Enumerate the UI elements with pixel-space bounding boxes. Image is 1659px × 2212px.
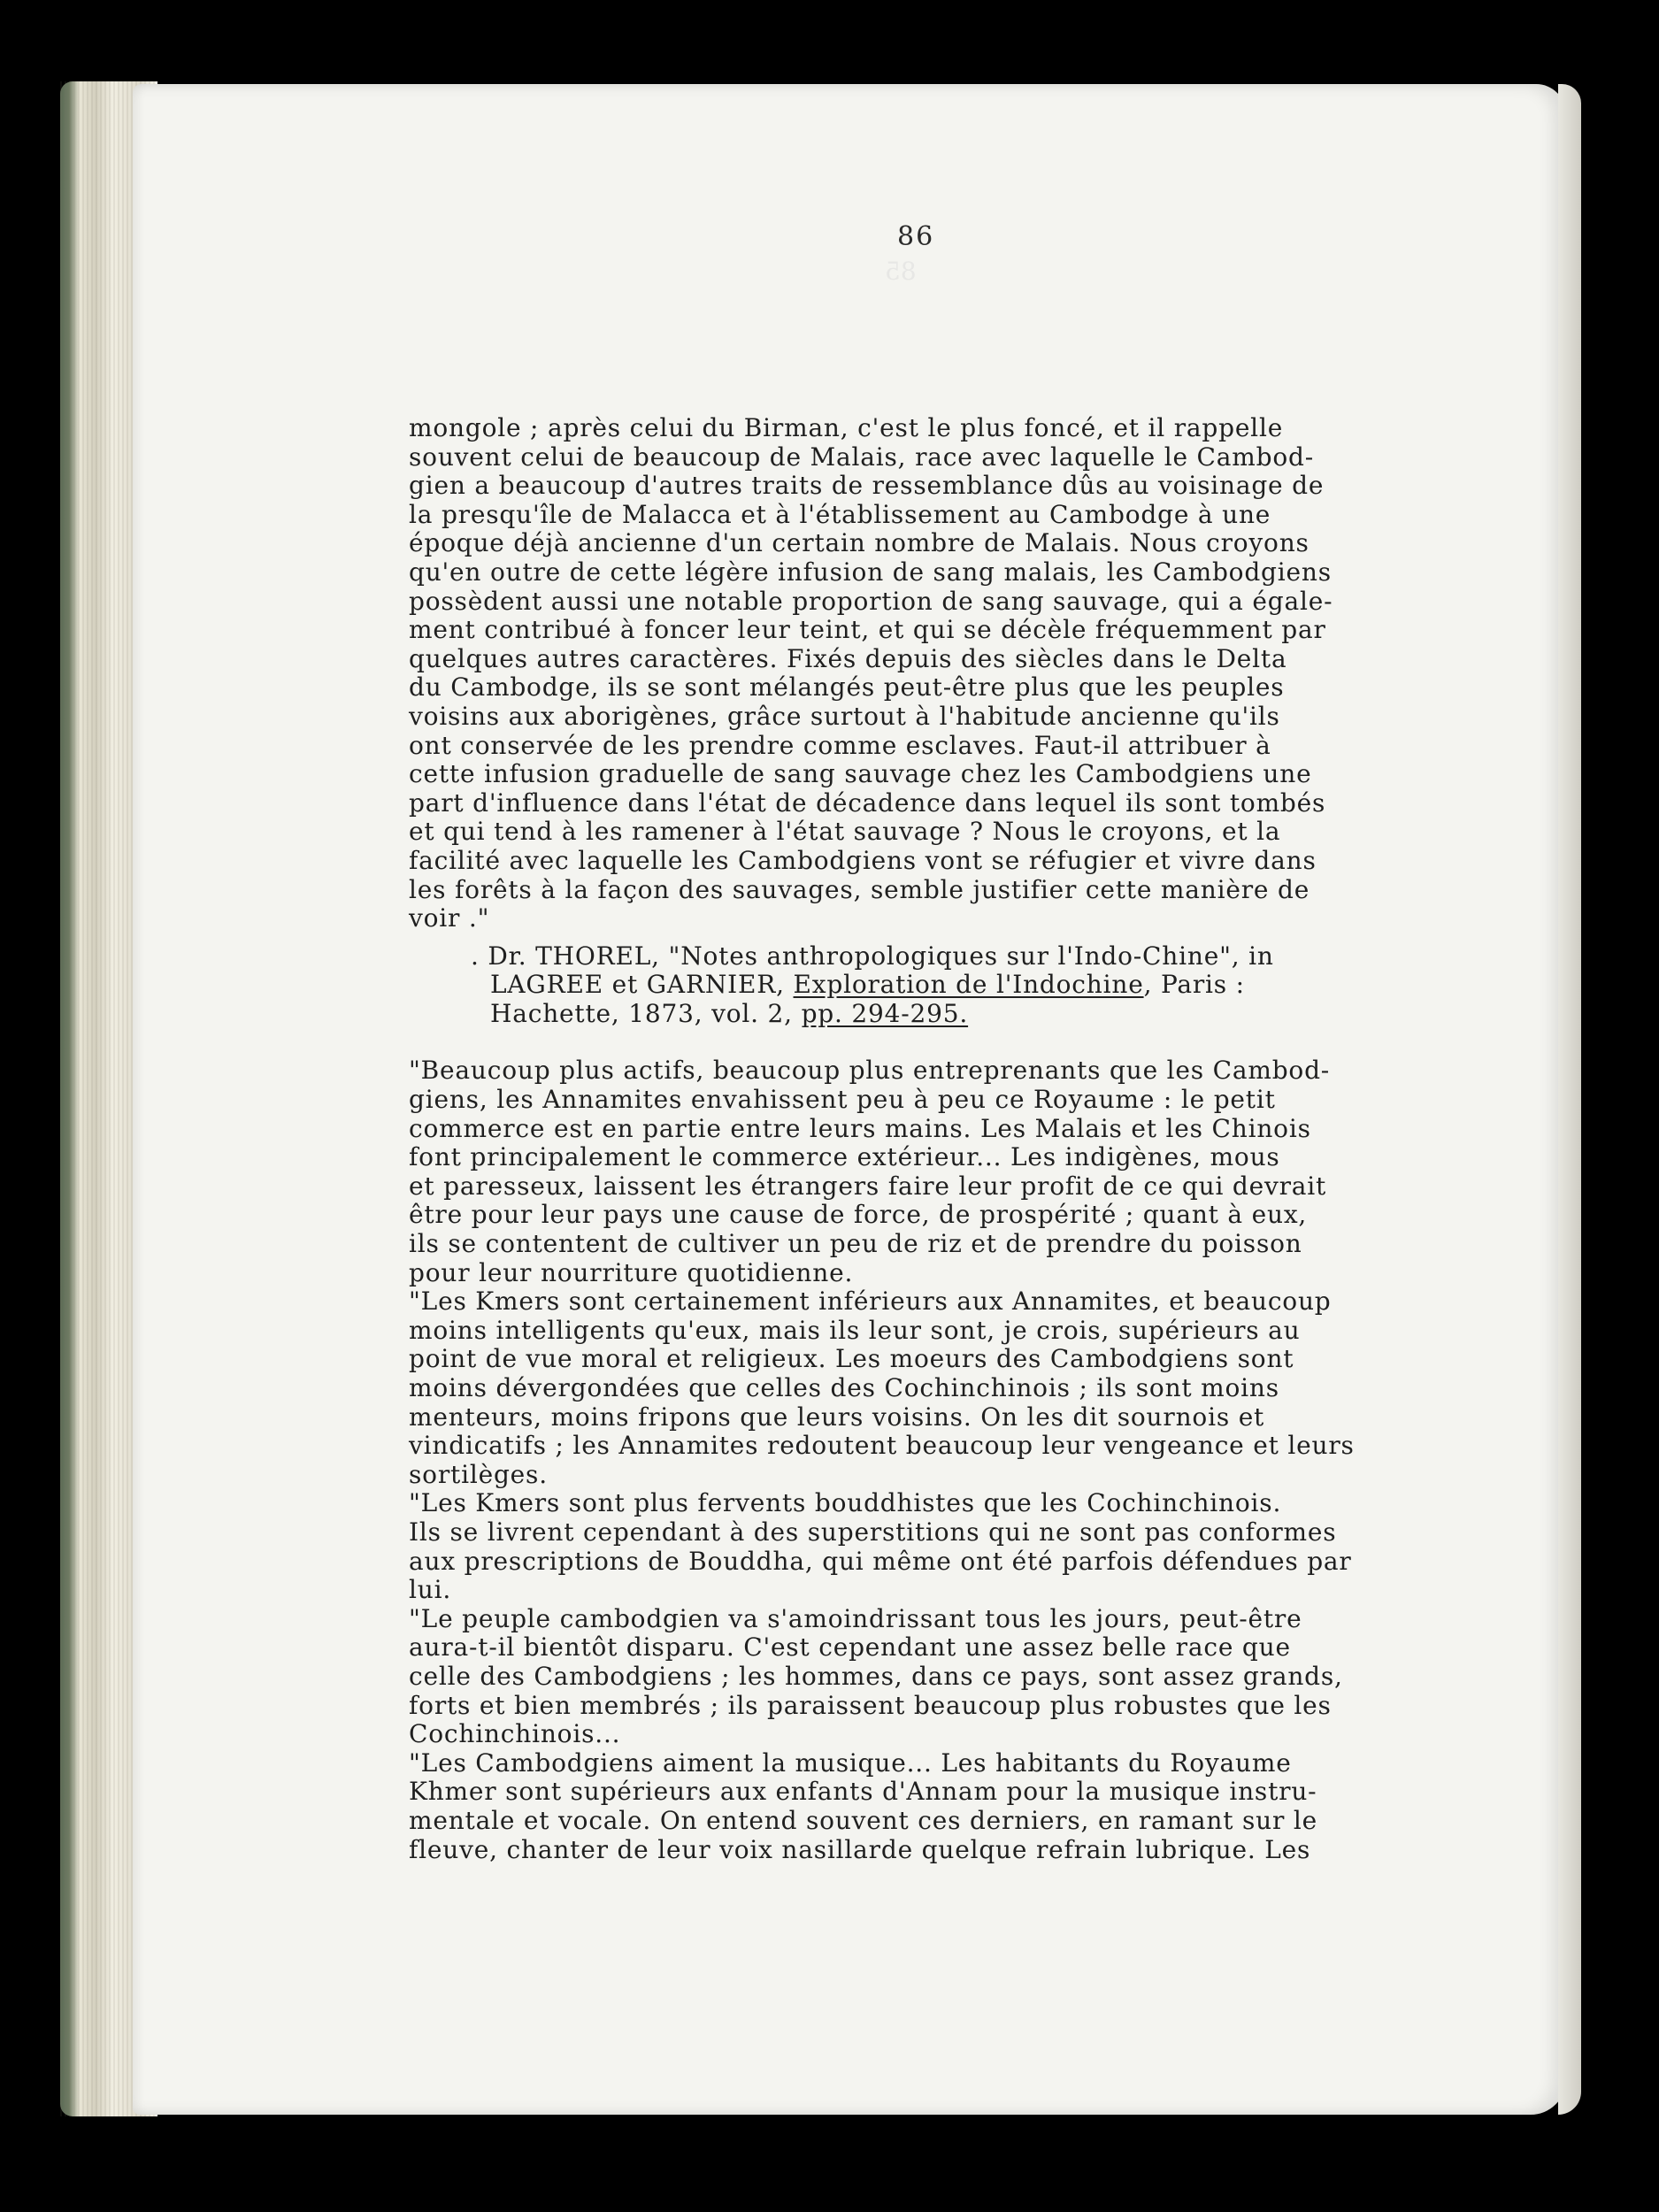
text-line: "Les Kmers sont plus fervents bouddhistes que les Cochinchinois. [409, 1488, 1282, 1518]
text-line: les forêts à la façon des sauvages, semble justifier cette manière de [409, 874, 1310, 904]
text-line: point de vue moral et religieux. Les moeurs des Cambodgiens sont [409, 1344, 1294, 1374]
text-line: voir ." [409, 903, 490, 933]
text-line: et qui tend à les ramener à l'état sauvage ? Nous le croyons, et la [409, 817, 1281, 847]
text-line: cette infusion graduelle de sang sauvage chez les Cambodgiens une [409, 759, 1312, 789]
text-line: Cochinchinois... [409, 1719, 621, 1749]
text-line: fleuve, chanter de leur voix nasillarde quelque refrain lubrique. Les [409, 1834, 1311, 1864]
text-line: part d'influence dans l'état de décadence dans lequel ils sont tombés [409, 787, 1326, 818]
text-line: "Le peuple cambodgien va s'amoindrissant tous les jours, peut-être [409, 1603, 1302, 1633]
text-line: ils se contentent de cultiver un peu de riz et de prendre du poisson [409, 1229, 1302, 1259]
text-line: voisins aux aborigènes, grâce surtout à l'habitude ancienne qu'ils [409, 701, 1280, 731]
text-line: souvent celui de beaucoup de Malais, race avec laquelle le Cambod- [409, 442, 1314, 472]
text-line: quelques autres caractères. Fixés depuis des siècles dans le Delta [409, 643, 1287, 673]
page-number: 86 [897, 221, 935, 252]
text-line: Ils se livrent cependant à des superstitions qui ne sont pas conformes [409, 1517, 1337, 1547]
text-line: moins intelligents qu'eux, mais ils leur sont, je crois, supérieurs au [409, 1315, 1301, 1345]
text-line: "Beaucoup plus actifs, beaucoup plus entreprenants que les Cambod- [409, 1056, 1331, 1086]
text-line: celle des Cambodgiens ; les hommes, dans ce pays, sont assez grands, [409, 1661, 1343, 1691]
citation-authors: LAGREE et GARNIER, [490, 970, 794, 1000]
paragraph-annamites-quote [409, 1056, 1453, 1864]
citation-pages: pp. 294-295. [801, 998, 969, 1028]
text-line: lui. [409, 1575, 452, 1605]
citation-book-title: Exploration de l'Indochine [793, 970, 1144, 1000]
text-line: font principalement le commerce extérieur... Les indigènes, mous [409, 1142, 1280, 1172]
citation-line [471, 971, 1453, 1000]
text-line: être pour leur pays une cause de force, de prospérité ; quant à eux, [409, 1200, 1308, 1230]
text-line: possèdent aussi une notable proportion de sang sauvage, qui a égale- [409, 586, 1333, 616]
paragraph-thorel-quote [409, 414, 1453, 933]
text-line: la presqu'île de Malacca et à l'établissement au Cambodge à une [409, 499, 1271, 529]
text-line: forts et bien membrés ; ils paraissent beaucoup plus robustes que les [409, 1690, 1332, 1720]
text-line: moins dévergondées que celles des Cochinchinois ; ils sont moins [409, 1373, 1279, 1402]
text-line: qu'en outre de cette légère infusion de sang malais, les Cambodgiens [409, 557, 1332, 587]
text-line: ont conservée de les prendre comme esclaves. Faut-il attribuer à [409, 730, 1271, 760]
text-line: vindicatifs ; les Annamites redoutent beaucoup leur vengeance et leurs [409, 1431, 1355, 1461]
text-line: commerce est en partie entre leurs mains. Les Malais et les Chinois [409, 1113, 1311, 1143]
citation-publisher: Hachette, 1873, vol. 2, [490, 998, 802, 1028]
text-line: sortilèges. [409, 1459, 548, 1489]
text-line: du Cambodge, ils se sont mélangés peut-être plus que les peuples [409, 672, 1285, 703]
page-curl-edge [1558, 84, 1581, 2115]
text-line: mongole ; après celui du Birman, c'est le plus foncé, et il rappelle [409, 413, 1284, 442]
text-line: mentale et vocale. On entend souvent ces derniers, en ramant sur le [409, 1805, 1317, 1835]
text-line: aux prescriptions de Bouddha, qui même ont été parfois défendues par [409, 1546, 1352, 1576]
text-line: "Les Cambodgiens aiment la musique... Les habitants du Royaume [409, 1747, 1292, 1778]
text-line: giens, les Annamites envahissent peu à peu ce Royaume : le petit [409, 1085, 1276, 1115]
text-line: aura-t-il bientôt disparu. C'est cependant une assez belle race que [409, 1632, 1291, 1663]
citation-line: . Dr. THOREL, "Notes anthropologiques sur l'Indo-Chine", in [471, 941, 1274, 971]
paragraph-gap [409, 1028, 1453, 1056]
citation-place: , Paris : [1143, 970, 1245, 1000]
text-line: facilité avec laquelle les Cambodgiens vont se réfugier et vivre dans [409, 845, 1317, 875]
text-line: gien a beaucoup d'autres traits de ressemblance dûs au voisinage de [409, 471, 1325, 501]
text-line: ment contribué à foncer leur teint, et qui se décèle fréquemment par [409, 615, 1326, 645]
text-line: pour leur nourriture quotidienne. [409, 1257, 854, 1287]
page-body [409, 414, 1453, 1864]
citation-line [471, 1000, 1453, 1029]
show-through-text: 85 [885, 257, 917, 286]
text-line: "Les Kmers sont certainement inférieurs aux Annamites, et beaucoup [409, 1286, 1332, 1317]
text-line: et paresseux, laissent les étrangers faire leur profit de ce qui devrait [409, 1171, 1327, 1201]
text-line: menteurs, moins fripons que leurs voisins. On les dit sournois et [409, 1402, 1265, 1432]
text-line: époque déjà ancienne d'un certain nombre de Malais. Nous croyons [409, 528, 1310, 558]
text-line: Khmer sont supérieurs aux enfants d'Annam pour la musique instru- [409, 1777, 1317, 1807]
citation-thorel [471, 942, 1453, 1029]
